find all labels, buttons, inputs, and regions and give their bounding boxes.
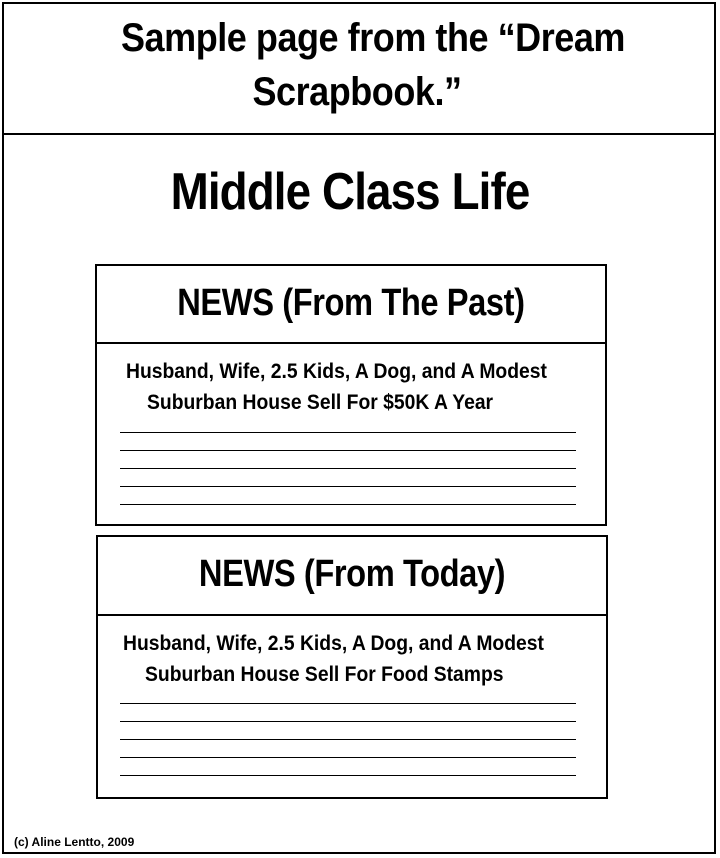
news-past-writing-line [120, 504, 576, 505]
header-box [2, 2, 716, 135]
news-past-writing-line [120, 450, 576, 451]
news-today-headline-line-1: Husband, Wife, 2.5 Kids, A Dog, and A Modest [123, 632, 544, 655]
news-today-writing-line [120, 703, 576, 704]
news-past-heading [95, 264, 607, 344]
news-today-writing-line [120, 757, 576, 758]
news-past-writing-line [120, 468, 576, 469]
header-title-line-1: Sample page from the “Dream [121, 16, 626, 60]
copyright-notice: (c) Aline Lentto, 2009 [14, 835, 135, 849]
news-today-heading-text: NEWS (From Today) [198, 553, 506, 595]
news-past-writing-line [120, 486, 576, 487]
news-today-heading [96, 535, 608, 616]
news-past-heading-text: NEWS (From The Past) [177, 282, 525, 324]
news-past-headline-line-1: Husband, Wife, 2.5 Kids, A Dog, and A Modest [126, 360, 547, 383]
news-past-headline-line-2: Suburban House Sell For $50K A Year [147, 391, 494, 414]
news-past-writing-line [120, 432, 576, 433]
news-today-writing-line [120, 721, 576, 722]
news-today-writing-line [120, 739, 576, 740]
page-title: Middle Class Life [170, 163, 530, 221]
header-title-line-2: Scrapbook.” [252, 70, 462, 114]
news-today-headline-line-2: Suburban House Sell For Food Stamps [145, 663, 504, 686]
news-today-writing-line [120, 775, 576, 776]
